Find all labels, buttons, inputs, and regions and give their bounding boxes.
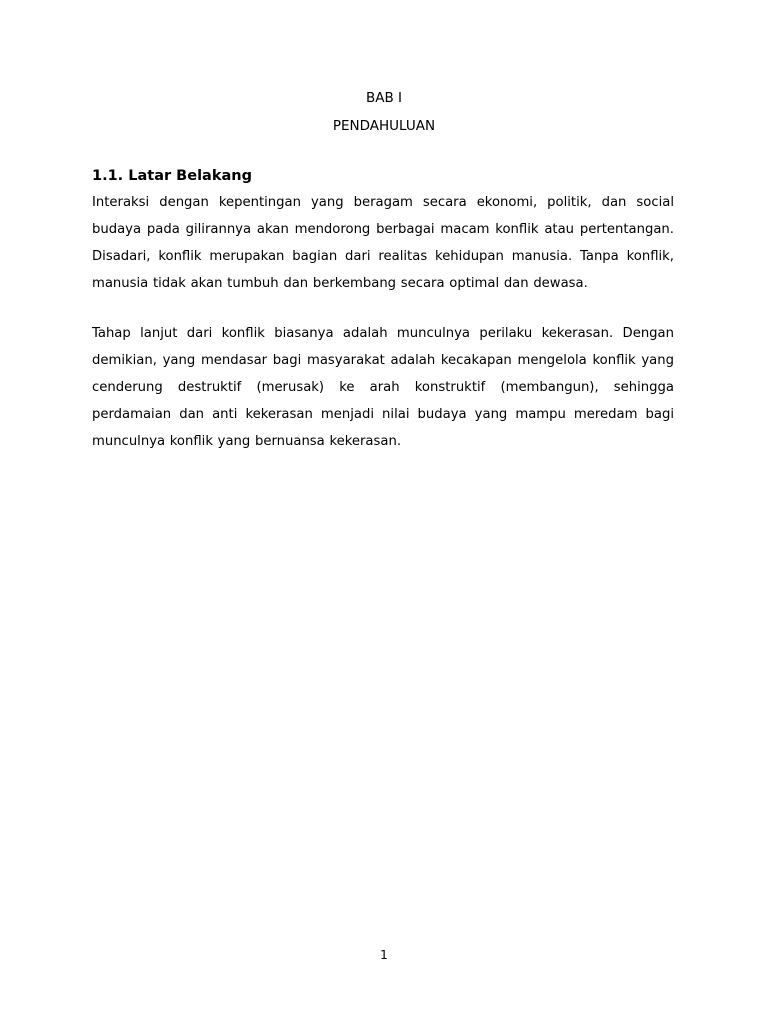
section-heading: 1.1. Latar Belakang xyxy=(92,168,252,184)
page-number: 1 xyxy=(380,948,388,962)
chapter-number: BAB I xyxy=(365,90,403,106)
chapter-title: PENDAHULUAN xyxy=(332,118,436,134)
paragraph: Interaksi dengan kepentingan yang beragam secara ekonomi, politik, dan social budaya pada gilirannya akan mendorong berbagai macam konflik atau pertentangan. Disadari, konflik merupakan bagian dari realitas kehidupan manusia. Tanpa konflik, manusia tidak akan tumbuh dan berkembang secara optimal dan dewasa. xyxy=(92,195,674,291)
paragraph: Tahap lanjut dari konflik biasanya adalah munculnya perilaku kekerasan. Dengan demikian, yang mendasar bagi masyarakat adalah kecakapan mengelola konflik yang cenderung destruktif (merusak) ke arah konstruktif (membangun), sehingga perdamaian dan anti kekerasan menjadi nilai budaya yang mampu meredam bagi munculnya konflik yang bernuansa kekerasan. xyxy=(92,326,674,449)
